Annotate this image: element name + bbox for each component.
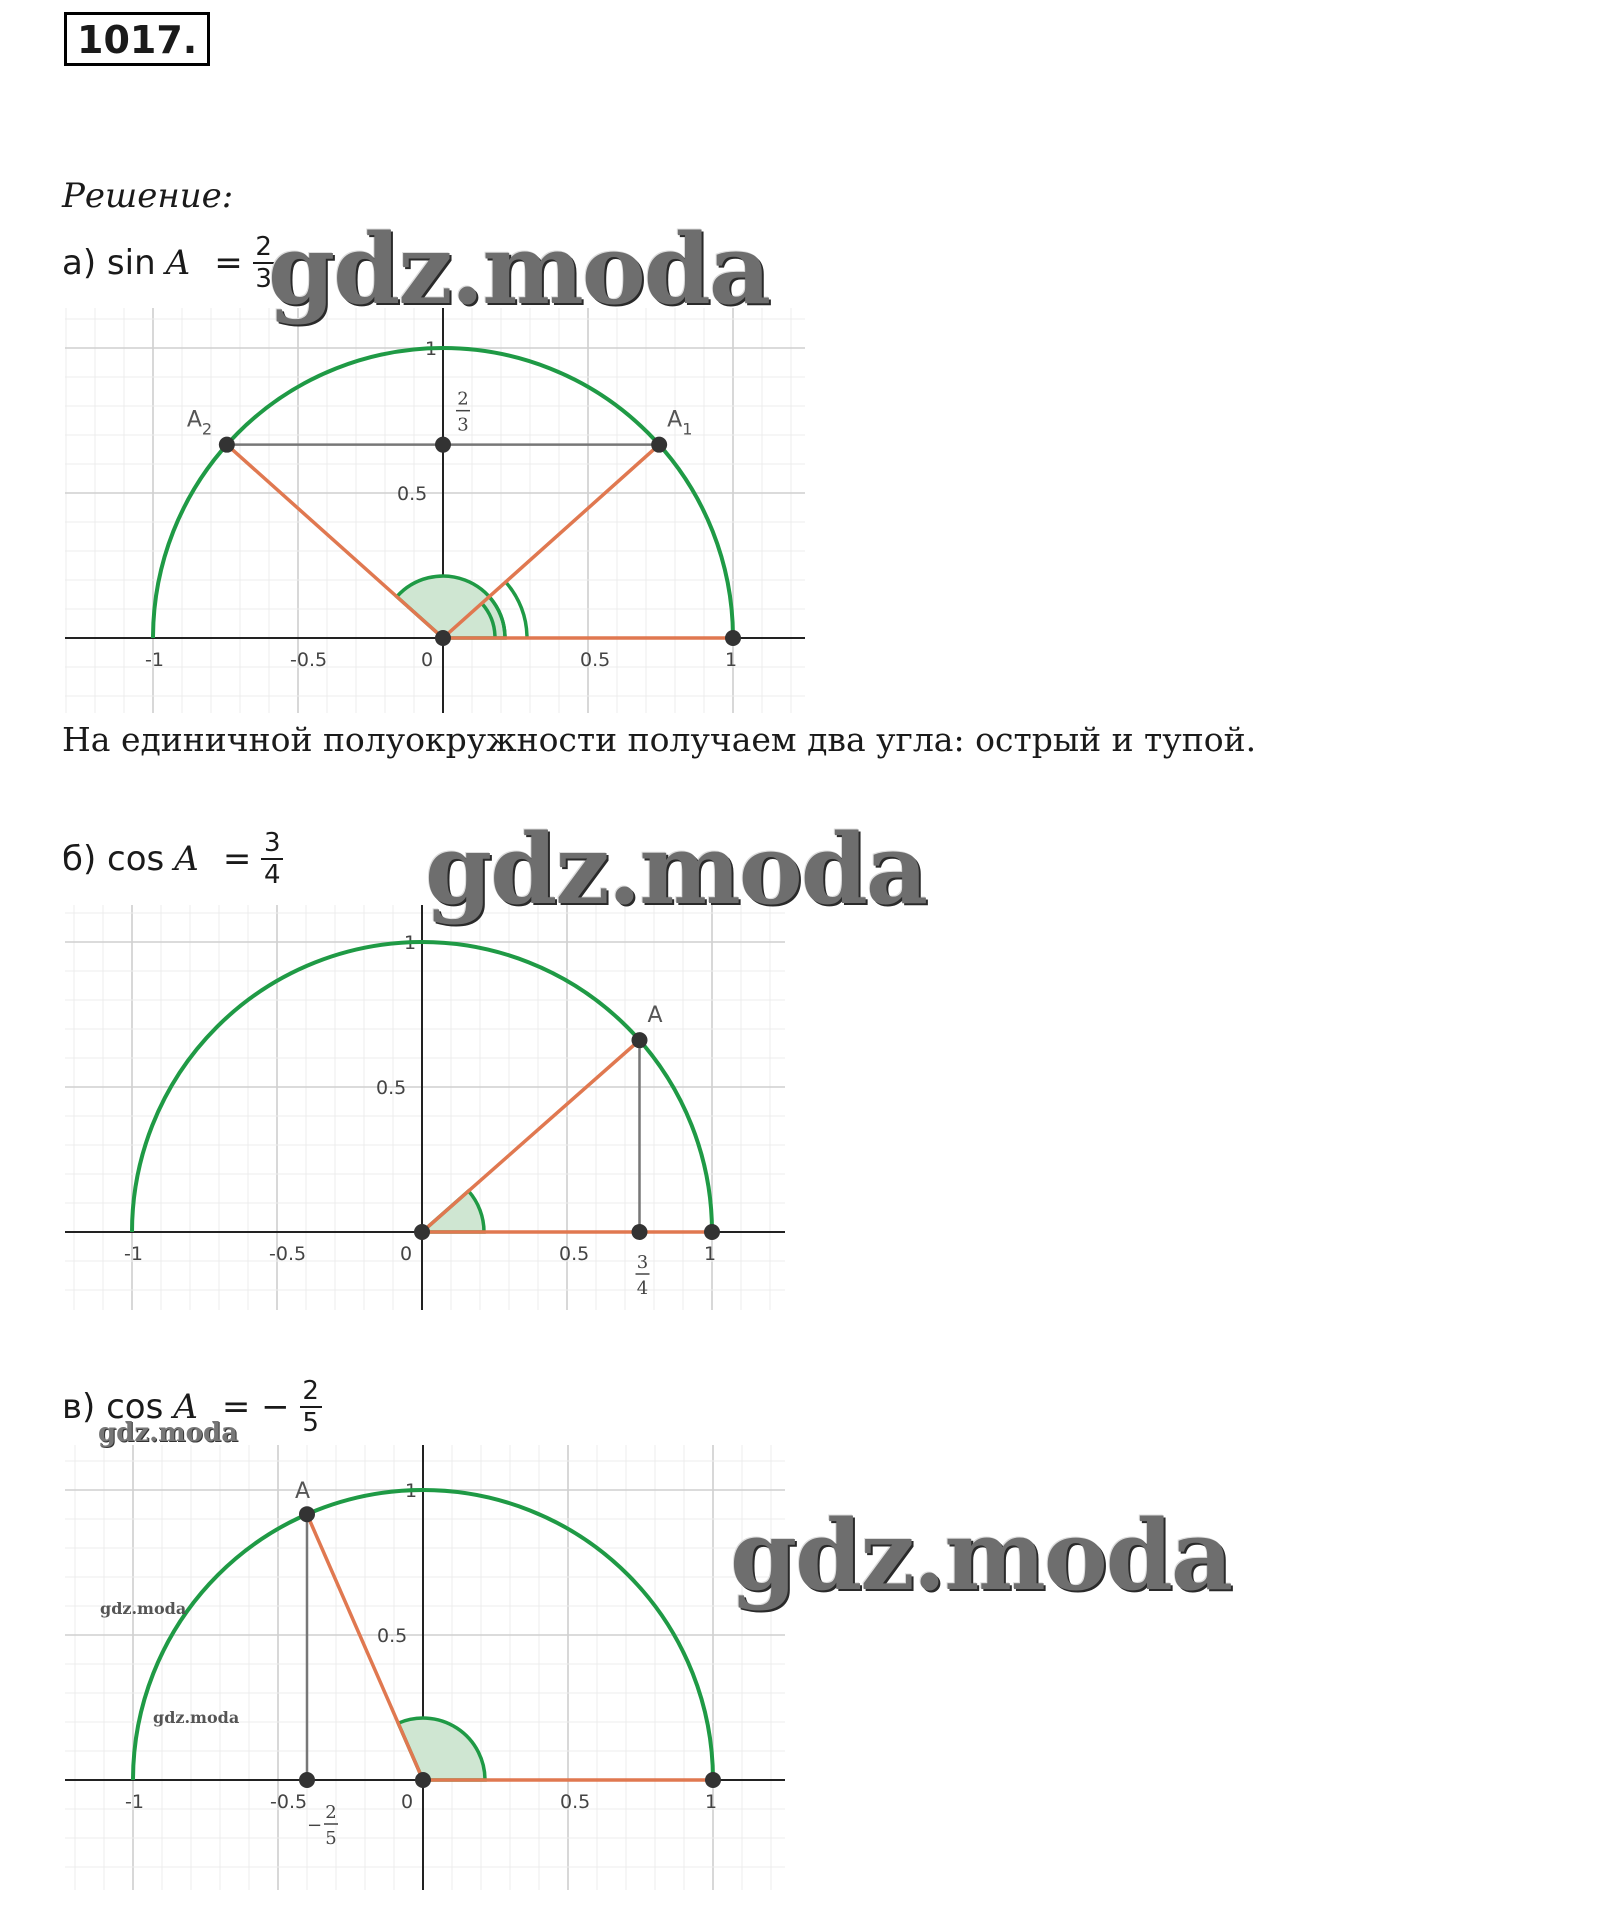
x-tick-label: 0 (421, 649, 434, 671)
x-tick-label: 0.5 (559, 1243, 590, 1265)
svg-text:3: 3 (457, 414, 469, 436)
origin-point (435, 630, 451, 646)
formula-b-fraction (261, 828, 283, 890)
svg-text:3: 3 (636, 1252, 649, 1273)
y-tick-label: 0.5 (397, 483, 428, 505)
x-tick-label: -1 (124, 1243, 143, 1265)
plot-c (65, 1445, 785, 1890)
watermark: gdz.moda (425, 813, 927, 926)
formula-b-den: 4 (264, 860, 281, 890)
point-a2-label: $A_2$ (186, 407, 213, 439)
x-marker-fraction (636, 1252, 650, 1299)
formula-a-den: 3 (255, 264, 272, 294)
plot-b (65, 905, 785, 1310)
y-tick-label: 0.5 (376, 1077, 407, 1099)
watermark: gdz.moda (730, 1499, 1232, 1612)
formula-c-fraction (300, 1376, 322, 1438)
formula-c-var: A (173, 1387, 198, 1427)
point-a1 (651, 437, 667, 453)
x-tick-label: -0.5 (269, 1243, 307, 1265)
note-text: На единичной полуокружности получаем два угла: острый и тупой. (62, 720, 1257, 759)
svg-text:2: 2 (457, 388, 469, 410)
point-a (299, 1506, 315, 1522)
x-tick-label: 0 (400, 1243, 413, 1265)
y-marker-fraction (456, 389, 470, 436)
x-tick-label: 0.5 (580, 649, 611, 671)
origin-point (415, 1772, 431, 1788)
formula-c-prefix: в) cos (62, 1387, 164, 1427)
formula-a (62, 232, 275, 294)
formula-a-eq: = (214, 243, 243, 283)
formula-c-den: 5 (302, 1408, 319, 1438)
formula-b (62, 828, 283, 890)
unit-point (725, 630, 741, 646)
x-tick-label: -0.5 (290, 649, 328, 671)
y-tick-label: 1 (404, 932, 417, 954)
watermark: gdz.moda (268, 213, 770, 326)
formula-b-var: A (174, 839, 199, 879)
formula-b-prefix: б) cos (62, 839, 165, 879)
y-marker-point (435, 437, 451, 453)
formula-c-eq: = − (221, 1387, 290, 1427)
x-marker-point (299, 1772, 315, 1788)
point-a-label: A (295, 1479, 311, 1505)
x-marker-point (632, 1224, 648, 1240)
svg-text:−: − (307, 1815, 323, 1836)
x-tick-label: 1 (704, 1243, 717, 1265)
svg-text:5: 5 (325, 1828, 337, 1849)
y-tick-label: 1 (405, 1480, 418, 1502)
point-a2 (219, 437, 235, 453)
origin-point (414, 1224, 430, 1240)
problem-number: 1017. (64, 12, 210, 66)
x-tick-label: -0.5 (270, 1791, 308, 1813)
unit-point (705, 1772, 721, 1788)
unit-point (704, 1224, 720, 1240)
solution-heading: Решение: (62, 176, 234, 216)
point-a-label: A (647, 1003, 663, 1029)
formula-a-var: A (165, 243, 191, 283)
formula-b-eq: = (222, 839, 252, 879)
x-tick-label: 0.5 (560, 1791, 591, 1813)
formula-a-num: 2 (255, 232, 272, 262)
x-tick-label: 1 (725, 649, 738, 671)
point-a1-label: $A_1$ (667, 407, 693, 439)
plot-a (65, 308, 805, 713)
y-tick-label: 1 (425, 338, 438, 360)
x-tick-label: 0 (401, 1791, 414, 1813)
formula-b-num: 3 (264, 828, 281, 858)
x-tick-label: -1 (125, 1791, 144, 1813)
formula-a-prefix: а) sin (62, 243, 156, 283)
svg-text:4: 4 (636, 1278, 649, 1299)
x-tick-label: 1 (705, 1791, 718, 1813)
y-tick-label: 0.5 (377, 1625, 408, 1647)
point-a (632, 1032, 648, 1048)
svg-text:2: 2 (325, 1802, 337, 1823)
formula-c-num: 2 (302, 1376, 319, 1406)
x-tick-label: -1 (145, 649, 164, 671)
watermark: gdz.moda (98, 1418, 239, 1448)
watermark: gdz.moda (153, 1708, 240, 1727)
watermark: gdz.moda (100, 1599, 187, 1618)
acute-angle-arc (506, 582, 527, 638)
